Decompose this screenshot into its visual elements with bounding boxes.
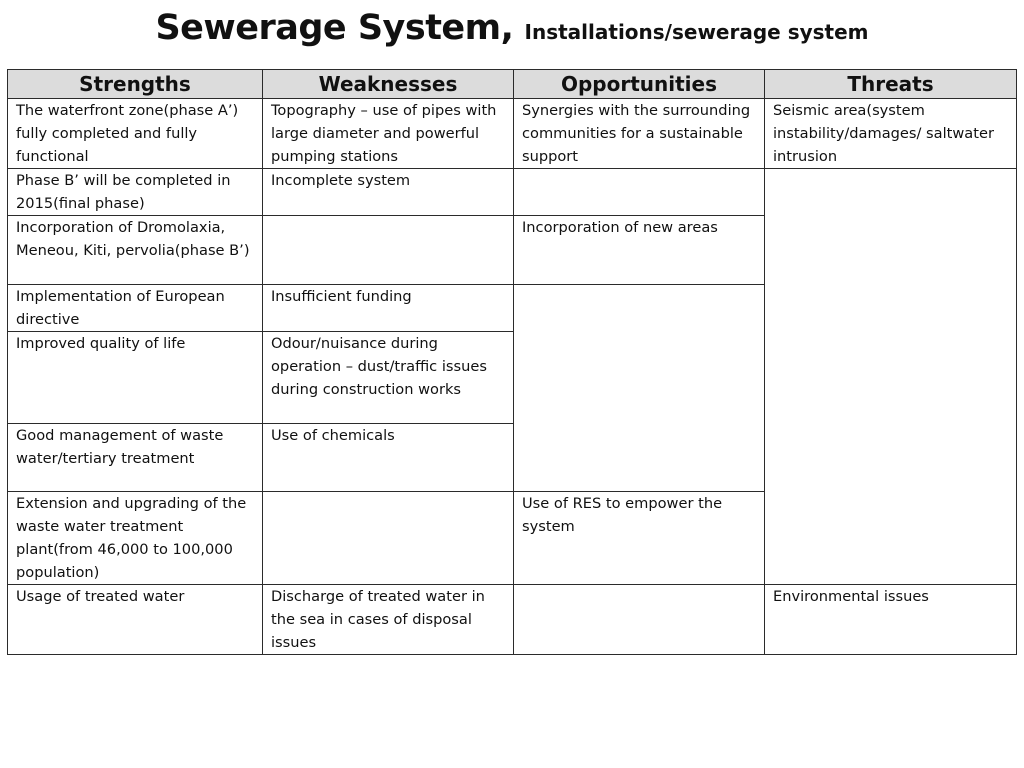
weakness-cell: Insufficient funding — [263, 285, 514, 332]
header-strengths: Strengths — [8, 70, 263, 99]
title-main: Sewerage System, — [155, 8, 514, 48]
strength-cell: Phase B’ will be completed in 2015(final phase) — [8, 169, 263, 216]
weakness-cell: Odour/nuisance during operation – dust/traffic issues during construction works — [263, 332, 514, 424]
table-row — [8, 585, 1017, 655]
strength-cell: Usage of treated water — [8, 585, 263, 655]
strength-cell: Good management of waste water/tertiary treatment — [8, 424, 263, 492]
weakness-cell: Incomplete system — [263, 169, 514, 216]
opportunity-cell: Synergies with the surrounding communities for a sustainable support — [514, 99, 765, 169]
strength-cell: Implementation of European directive — [8, 285, 263, 332]
title-subtitle: Installations/sewerage system — [524, 20, 869, 44]
header-weaknesses: Weaknesses — [263, 70, 514, 99]
header-threats: Threats — [765, 70, 1017, 99]
opportunity-cell: Incorporation of new areas — [514, 216, 765, 285]
header-row — [8, 70, 1017, 99]
weakness-cell — [263, 216, 514, 285]
strength-cell: The waterfront zone(phase A’) fully completed and fully functional — [8, 99, 263, 169]
table-row — [8, 169, 1017, 216]
strength-cell: Incorporation of Dromolaxia, Meneou, Kiti, pervolia(phase B’) — [8, 216, 263, 285]
strength-cell: Improved quality of life — [8, 332, 263, 424]
threat-cell: Environmental issues — [765, 585, 1017, 655]
opportunity-cell — [514, 585, 765, 655]
threat-cell — [765, 169, 1017, 585]
weakness-cell: Topography – use of pipes with large diameter and powerful pumping stations — [263, 99, 514, 169]
weakness-cell: Discharge of treated water in the sea in cases of disposal issues — [263, 585, 514, 655]
header-opportunities: Opportunities — [514, 70, 765, 99]
opportunity-cell: Use of RES to empower the system — [514, 492, 765, 585]
swot-table — [7, 69, 1017, 655]
weakness-cell — [263, 492, 514, 585]
table-row — [8, 99, 1017, 169]
opportunity-cell — [514, 169, 765, 216]
threat-cell: Seismic area(system instability/damages/ saltwater intrusion — [765, 99, 1017, 169]
strength-cell: Extension and upgrading of the waste water treatment plant(from 46,000 to 100,000 population) — [8, 492, 263, 585]
weakness-cell: Use of chemicals — [263, 424, 514, 492]
slide-title — [0, 8, 1024, 48]
opportunity-cell — [514, 285, 765, 492]
